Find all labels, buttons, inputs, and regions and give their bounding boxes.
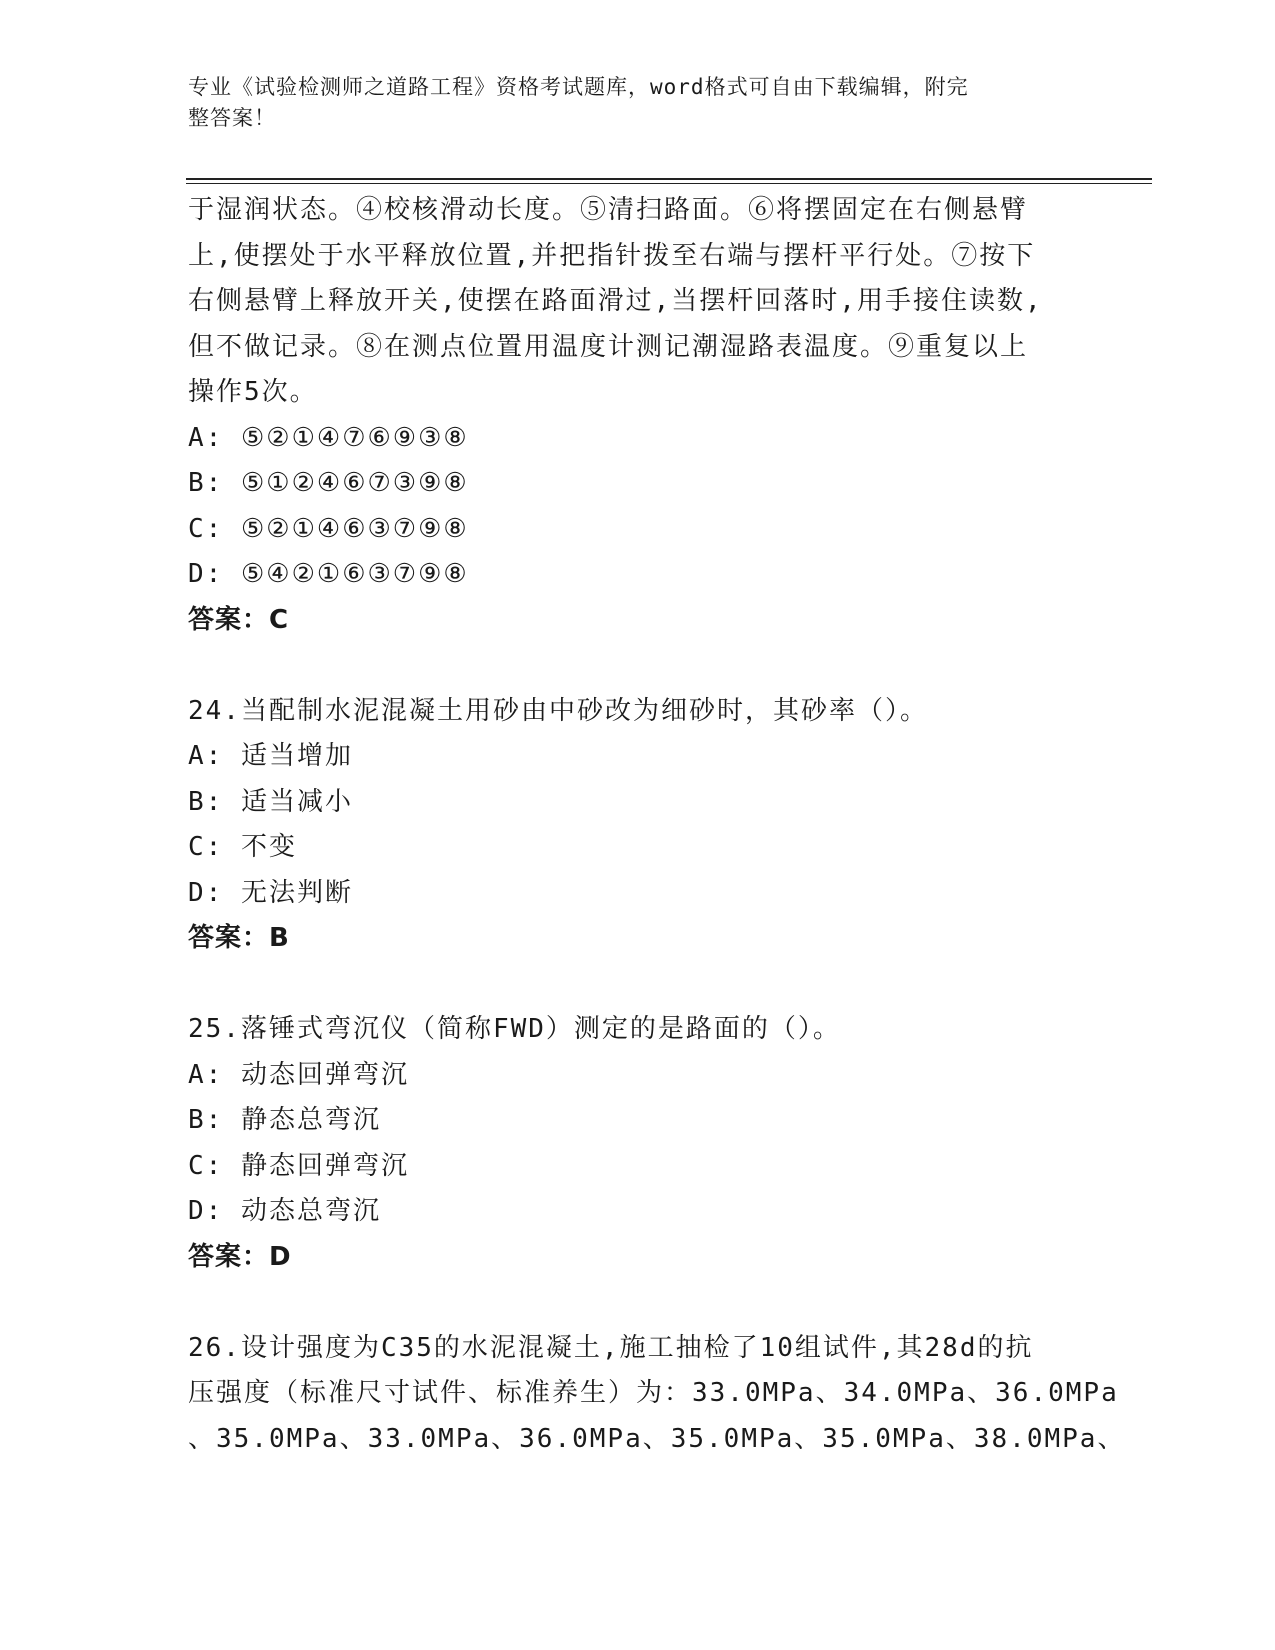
- option-a: A: 动态回弹弯沉: [188, 1059, 409, 1090]
- option-d: D: ⑤④②①⑥③⑦⑨⑧: [188, 559, 469, 589]
- spacer: [188, 643, 1088, 689]
- answer: 答案：D: [188, 1241, 292, 1272]
- question-text-line: 操作5次。: [188, 377, 318, 407]
- header-divider-thin: [186, 183, 1152, 184]
- option-b: B: ⑤①②④⑥⑦③⑨⑧: [188, 468, 469, 498]
- option-c: C: ⑤②①④⑥③⑦⑨⑧: [188, 513, 469, 544]
- document-body: [188, 188, 1126, 1462]
- question-24: [188, 689, 1088, 962]
- page-header: [188, 72, 1068, 134]
- option-d: D: 无法判断: [188, 877, 353, 908]
- question-text-line: 右侧悬臂上释放开关,使摆在路面滑过,当摆杆回落时,用手接住读数,: [188, 286, 1043, 316]
- question-text-line: 25.落锤式弯沉仪（简称FWD）测定的是路面的（）。: [188, 1014, 841, 1044]
- spacer: [188, 1280, 1088, 1326]
- option-a: A: ⑤②①④⑦⑥⑨③⑧: [188, 422, 469, 453]
- spacer: [188, 962, 1088, 1008]
- option-a: A: 适当增加: [188, 741, 353, 771]
- answer: 答案：C: [188, 604, 290, 635]
- option-d: D: 动态总弯沉: [188, 1196, 381, 1226]
- answer: 答案：B: [188, 923, 290, 953]
- question-25: [188, 1007, 1088, 1280]
- option-b: B: 适当减小: [188, 786, 353, 817]
- question-text-line: 压强度（标准尺寸试件、标准养生）为：33.0MPa、34.0MPa、36.0MPa: [188, 1378, 1119, 1408]
- header-line-2: 整答案！: [188, 106, 276, 130]
- question-text-line: 、35.0MPa、33.0MPa、36.0MPa、35.0MPa、35.0MPa、38.0MPa、: [188, 1423, 1126, 1454]
- question-23: [188, 188, 1088, 643]
- question-text-line: 但不做记录。⑧在测点位置用温度计测记潮湿路表温度。⑨重复以上: [188, 331, 1029, 362]
- option-b: B: 静态总弯沉: [188, 1105, 381, 1135]
- header-divider-thick: [186, 178, 1152, 180]
- question-text-line: 上,使摆处于水平释放位置,并把指针拨至右端与摆杆平行处。⑦按下: [188, 240, 1036, 271]
- option-c: C: 不变: [188, 832, 297, 862]
- option-c: C: 静态回弹弯沉: [188, 1150, 409, 1181]
- header-line-1: 专业《试验检测师之道路工程》资格考试题库，word格式可自由下载编辑，附完: [188, 75, 969, 99]
- question-text-line: 24.当配制水泥混凝土用砂由中砂改为细砂时，其砂率（）。: [188, 695, 928, 726]
- question-text-line: 26.设计强度为C35的水泥混凝土,施工抽检了10组试件,其28d的抗: [188, 1332, 1034, 1363]
- question-26: [188, 1326, 1126, 1463]
- question-text-line: 于湿润状态。④校核滑动长度。⑤清扫路面。⑥将摆固定在右侧悬臂: [188, 195, 1029, 225]
